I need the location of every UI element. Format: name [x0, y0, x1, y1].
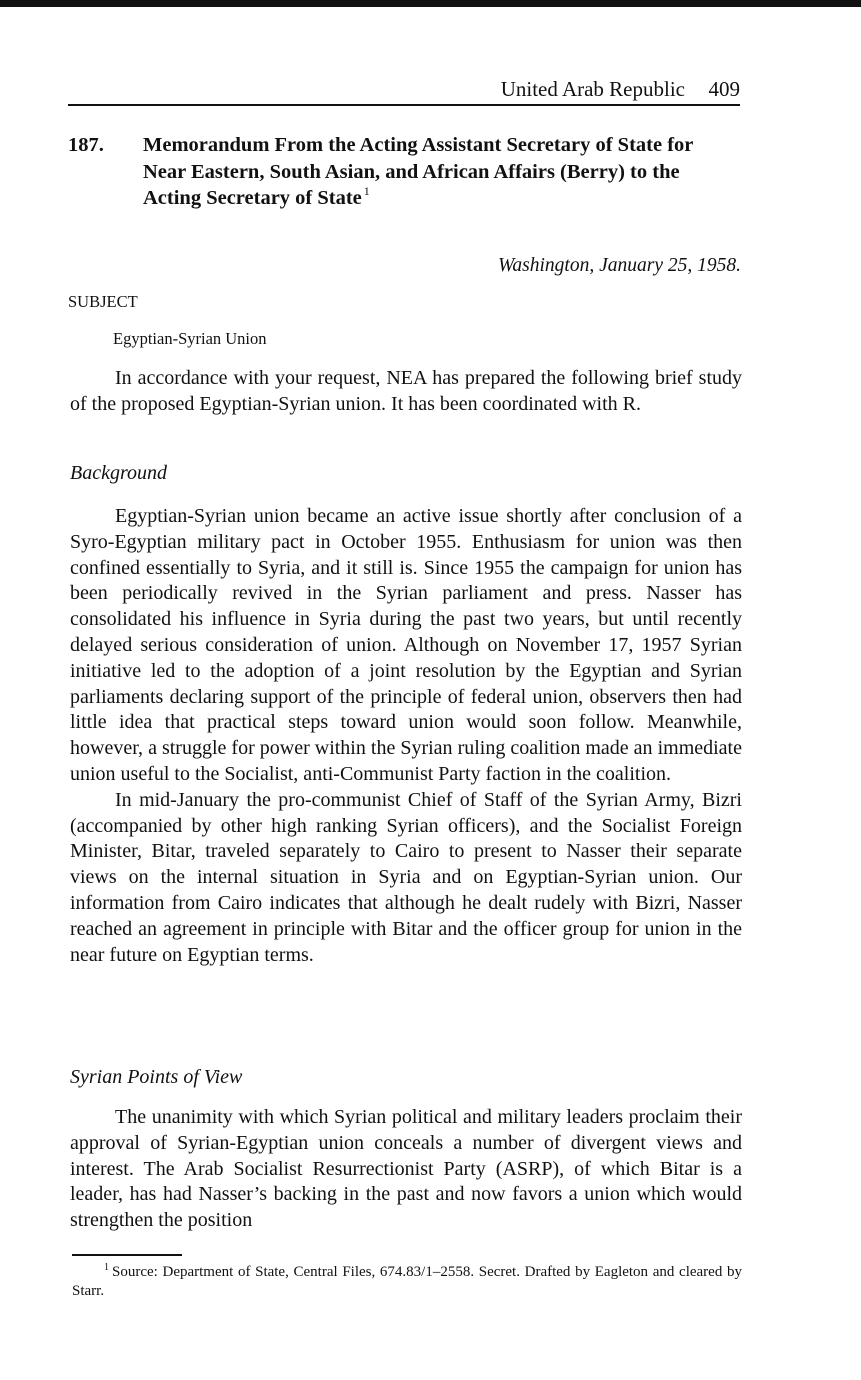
subject-text: Egyptian-Syrian Union [113, 329, 267, 348]
footnote [72, 1263, 742, 1301]
footnote-reference[interactable]: 1 [363, 184, 370, 198]
intro-paragraph: In accordance with your request, NEA has prepared the following brief study of the proposed Egyptian-Syrian union. It has been coordinated with R. [70, 367, 742, 415]
subject-label: SUBJECT [68, 292, 138, 311]
page-number: 409 [708, 77, 740, 101]
syrian-views-section [70, 1105, 742, 1234]
footnote-text: Source: Department of State, Central Files, 674.83/1–2558. Secret. Drafted by Eagleton and cleared by Starr. [72, 1264, 742, 1299]
background-section [70, 504, 742, 968]
document-title: Memorandum From the Acting Assistant Secretary of State for Near Eastern, South Asian, and African Affairs (Berry) to the Acting Secretary of State [143, 134, 693, 209]
dateline: Washington, January 25, 1958. [497, 255, 741, 276]
background-paragraph-1: Egyptian-Syrian union became an active issue shortly after conclusion of a Syro-Egyptian military pact in October 1955. Enthusiasm for union was then confined essentially to Syria, and it still is. Since 1955 the campaign for union has been periodically revived in the Syrian parliament and press. Nasser has consolidated his influence in Syria during the past two years, but until recently delayed serious consideration of union. Although on November 17, 1957 Syrian initiative led to the adoption of a joint resolution by the Egyptian and Syrian parliaments declaring support of the principle of federal union, observers then had little idea that practical steps toward union would soon follow. Meanwhile, however, a struggle for power within the Syrian ruling coalition made an immediate union useful to the Socialist, anti-Communist Party faction in the coalition. [70, 505, 742, 785]
section-heading-syrian-views: Syrian Points of View [70, 1066, 243, 1088]
running-head [68, 74, 740, 106]
page-top-edge [0, 0, 861, 7]
background-paragraph-2: In mid-January the pro-communist Chief of Staff of the Syrian Army, Bizri (accompanied by other high ranking Syrian officers), and the Socialist Foreign Minister, Bitar, traveled separately to Cairo to present to Nasser their separate views on the internal situation in Syria and on Egyptian-Syrian union. Our information from Cairo indicates that although he dealt rudely with Bizri, Nasser reached an agreement in principle with Bitar and the officer group for union in the near future on Egyptian terms. [70, 788, 742, 966]
syrian-views-paragraph-1: The unanimity with which Syrian political and military leaders proclaim their approval of Syrian-Egyptian union conceals a number of divergent views and interest. The Arab Socialist Resurrectionist Party (ASRP), of which Bitar is a leader, has had Nasser’s backing in the past and now favors a union which would strengthen the position [70, 1106, 742, 1232]
footnote-rule [72, 1254, 182, 1256]
intro-paragraph-block [70, 366, 742, 418]
running-head-title: United Arab Republic [500, 77, 685, 101]
document-title-block [143, 132, 740, 212]
footnote-marker: 1 [104, 1262, 109, 1273]
section-heading-background: Background [70, 462, 168, 484]
document-heading [68, 132, 740, 212]
document-number: 187. [68, 134, 104, 156]
